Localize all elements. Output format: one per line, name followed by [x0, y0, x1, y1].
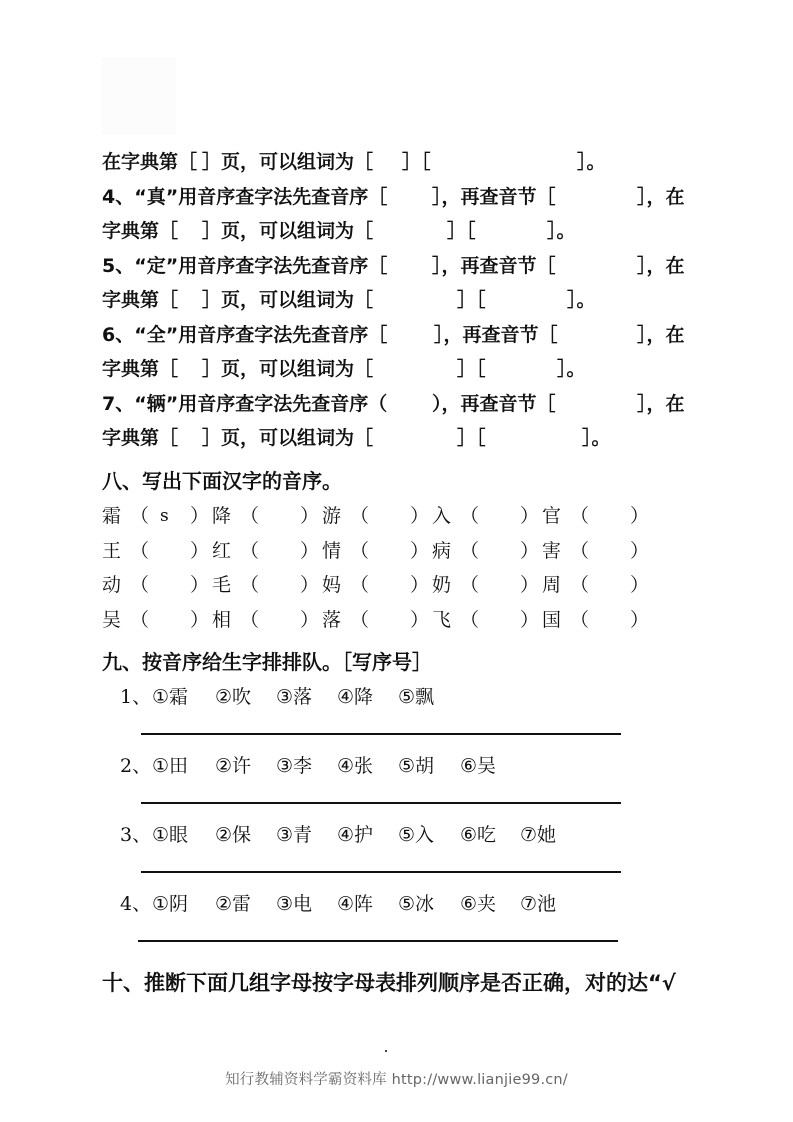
- right-paren: ）: [520, 539, 540, 562]
- lookup-text-segment: ］，在: [637, 255, 685, 277]
- footer-watermark: 知行教辅资料学霸资料库 http://www.lianjie99.cn/: [225, 1072, 568, 1088]
- lookup-text-segment: 在字典第［: [102, 151, 198, 173]
- character-option: ①眼: [152, 824, 189, 846]
- character-option: ③青: [276, 824, 313, 846]
- left-paren: （: [570, 539, 590, 562]
- lookup-text-segment: ］［: [447, 220, 476, 242]
- character-option: ②保: [215, 824, 252, 846]
- right-paren: ）: [300, 539, 320, 562]
- answer-line[interactable]: [141, 802, 621, 804]
- character: 奶: [432, 574, 452, 596]
- lookup-text-segment: ］页，可以组词为［: [202, 151, 374, 173]
- character-option: ④张: [337, 755, 374, 777]
- lookup-text-segment: 6、“全”用音序查字法先查音序［: [102, 324, 388, 346]
- character: 病: [432, 539, 452, 562]
- right-paren: ）: [410, 539, 430, 562]
- character-option: ④阵: [337, 893, 374, 915]
- character-option: ③落: [276, 686, 313, 708]
- character: 情: [322, 539, 342, 562]
- lookup-text-segment: 字典第［: [102, 358, 179, 380]
- character: 入: [432, 505, 452, 527]
- character-option: ④降: [337, 686, 374, 708]
- character: 相: [212, 608, 232, 631]
- right-paren: ）: [520, 505, 540, 527]
- left-paren: （: [130, 608, 150, 631]
- character-option: ①田: [152, 755, 189, 777]
- lookup-text-segment: ］页，可以组词为［: [202, 427, 374, 449]
- character-option: ⑥夹: [460, 893, 497, 915]
- character: 游: [322, 505, 342, 527]
- character: 官: [542, 505, 562, 527]
- left-paren: （: [460, 539, 480, 562]
- character: 国: [542, 608, 562, 631]
- left-paren: （: [350, 539, 370, 562]
- character-option: ③李: [276, 755, 313, 777]
- lookup-text-segment: ］［: [402, 151, 431, 173]
- left-paren: （: [570, 574, 590, 596]
- character: 动: [102, 574, 122, 596]
- character: 妈: [322, 574, 342, 596]
- right-paren: ）: [630, 608, 650, 631]
- character: 落: [322, 608, 342, 631]
- left-paren: （: [460, 608, 480, 631]
- lookup-text-segment: ］页，可以组词为［: [202, 289, 374, 311]
- section-9-title: 九、按音序给生字排排队。［写序号］: [102, 650, 432, 674]
- character: 害: [542, 539, 562, 562]
- left-paren: （: [130, 539, 150, 562]
- lookup-text-segment: 字典第［: [102, 220, 179, 242]
- lookup-text-segment: ］。: [547, 220, 576, 242]
- right-paren: ）: [410, 505, 430, 527]
- lookup-text-segment: ］［: [457, 289, 486, 311]
- lookup-text-segment: ］，在: [637, 393, 685, 415]
- right-paren: ）: [190, 608, 210, 631]
- lookup-text-segment: ］。: [582, 427, 611, 449]
- character-option: ⑥吃: [460, 824, 497, 846]
- character-option: ⑤冰: [398, 893, 435, 915]
- section-8-title: 八、写出下面汉字的音序。: [102, 469, 342, 493]
- lookup-text-segment: 字典第［: [102, 427, 179, 449]
- lookup-text-segment: ］，再查音节［: [432, 255, 556, 277]
- lookup-text-segment: ］页，可以组词为［: [202, 220, 374, 242]
- right-paren: ）: [630, 574, 650, 596]
- right-paren: ）: [410, 608, 430, 631]
- character-option: ③电: [276, 893, 313, 915]
- character: 毛: [212, 574, 232, 596]
- character-option: ②许: [215, 755, 252, 777]
- lookup-text-segment: ］［: [457, 427, 486, 449]
- right-paren: ）: [520, 608, 540, 631]
- lookup-text-segment: ］。: [577, 151, 606, 173]
- left-paren: （: [350, 608, 370, 631]
- answer-line[interactable]: [138, 940, 618, 942]
- left-paren: （: [240, 608, 260, 631]
- right-paren: ）: [190, 539, 210, 562]
- right-paren: ）: [300, 608, 320, 631]
- right-paren: ）: [190, 505, 210, 527]
- left-paren: （: [350, 505, 370, 527]
- right-paren: ）: [190, 574, 210, 596]
- character: 霜: [102, 505, 122, 527]
- character: 王: [102, 539, 122, 562]
- character-option: ④护: [337, 824, 374, 846]
- right-paren: ）: [630, 505, 650, 527]
- question-number: 4、: [120, 893, 152, 915]
- answer-line[interactable]: [141, 733, 621, 735]
- character: 周: [542, 574, 562, 596]
- character-option: ①阴: [152, 893, 189, 915]
- lookup-text-segment: ），再查音节［: [432, 393, 556, 415]
- lookup-text-segment: ］，在: [637, 324, 685, 346]
- left-paren: （: [570, 505, 590, 527]
- lookup-text-segment: ］，再查音节［: [434, 324, 558, 346]
- section-10-title: 十、推断下面几组字母按字母表排列顺序是否正确，对的达“√: [102, 971, 676, 995]
- character-option: ②吹: [215, 686, 252, 708]
- right-paren: ）: [300, 505, 320, 527]
- left-paren: （: [130, 505, 150, 527]
- character-option: ⑥吴: [460, 755, 497, 777]
- left-paren: （: [570, 608, 590, 631]
- character: 红: [212, 539, 232, 562]
- lookup-text-segment: 字典第［: [102, 289, 179, 311]
- left-paren: （: [460, 505, 480, 527]
- lookup-text-segment: ］［: [457, 358, 486, 380]
- question-number: 2、: [120, 755, 152, 777]
- character-option: ⑤入: [398, 824, 435, 846]
- right-paren: ）: [520, 574, 540, 596]
- left-paren: （: [460, 574, 480, 596]
- lookup-text-segment: ］。: [567, 289, 596, 311]
- question-number: 3、: [120, 824, 152, 846]
- right-paren: ）: [300, 574, 320, 596]
- character: 飞: [432, 608, 452, 631]
- character-option: ⑤飘: [398, 686, 435, 708]
- character-option: ②雷: [215, 893, 252, 915]
- character-option: ①霜: [152, 686, 189, 708]
- lookup-text-segment: 4、“真”用音序查字法先查音序［: [102, 186, 388, 208]
- answer-blank[interactable]: s: [160, 506, 169, 526]
- lookup-text-segment: ］，再查音节［: [432, 186, 556, 208]
- lookup-text-segment: ］，在: [637, 186, 685, 208]
- character-option: ⑦她: [520, 824, 557, 846]
- page-dot: [385, 1050, 387, 1052]
- lookup-text-segment: ］。: [557, 358, 586, 380]
- left-paren: （: [240, 574, 260, 596]
- lookup-text-segment: 5、“定”用音序查字法先查音序［: [102, 255, 388, 277]
- right-paren: ）: [410, 574, 430, 596]
- lookup-text-segment: 7、“辆”用音序查字法先查音序（: [102, 393, 388, 415]
- answer-line[interactable]: [141, 871, 621, 873]
- left-paren: （: [130, 574, 150, 596]
- character: 降: [212, 505, 232, 527]
- left-paren: （: [240, 505, 260, 527]
- character: 吴: [102, 608, 122, 631]
- character-option: ⑦池: [520, 893, 557, 915]
- right-paren: ）: [630, 539, 650, 562]
- lookup-text-segment: ］页，可以组词为［: [202, 358, 374, 380]
- question-number: 1、: [120, 686, 152, 708]
- character-option: ⑤胡: [398, 755, 435, 777]
- left-paren: （: [240, 539, 260, 562]
- faded-image-placeholder: [101, 57, 176, 135]
- left-paren: （: [350, 574, 370, 596]
